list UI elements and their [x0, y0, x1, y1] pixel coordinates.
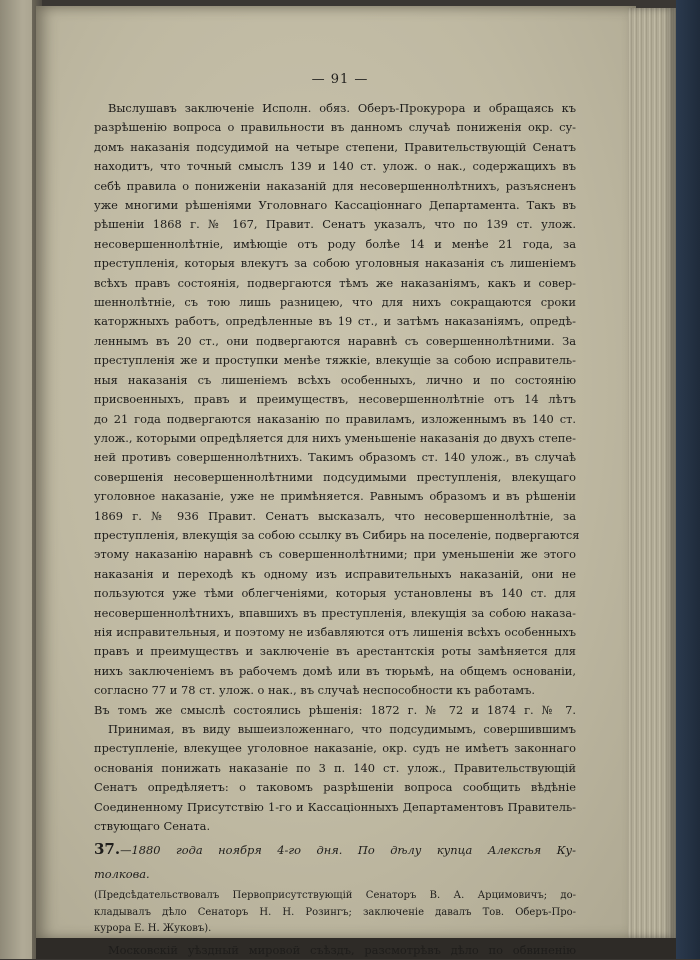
text-line: несовершеннолѣтніе, имѣющіе отъ роду болѣе 14 и менѣе 21 года, за	[94, 236, 576, 251]
text-line: леннымъ въ 20 ст., они подвергаются наравнѣ съ совершеннолѣтними. За	[94, 333, 576, 348]
text-line: совершенія несовершеннолѣтними подсудимыми преступленія, влекущаго	[94, 469, 576, 484]
text-line: Московскій уѣздный мировой съѣздъ, разсмотрѣвъ дѣло по обвиненію	[108, 942, 576, 957]
text-line: шеннолѣтніе, съ тою лишь разницею, что для нихъ сокращаются сроки	[94, 295, 576, 310]
text-line: Соединенному Присутствію 1-го и Кассаціонныхъ Департаментовъ Правитель-	[94, 799, 576, 814]
section-heading-line: толкова.	[94, 866, 150, 881]
section-heading	[94, 840, 576, 884]
text-line: находитъ, что точный смыслъ 139 и 140 ст. улож. о нак., содержащихъ въ	[94, 159, 576, 174]
text-line: ствующаго Сената.	[94, 819, 211, 834]
text-line: уже многими рѣшеніями Уголовнаго Кассаціоннаго Департамента. Такъ въ	[94, 198, 576, 213]
text-line: преступленія, которыя влекутъ за собою уголовныя наказанія съ лишеніемъ	[94, 256, 576, 271]
text-line: этому наказанію наравнѣ съ совершеннолѣтними; при уменьшеніи же этого	[94, 547, 576, 562]
text-line: несовершеннолѣтнихъ, впавшихъ въ преступленія, влекущія за собою наказа-	[94, 605, 576, 620]
text-line: каторжныхъ работъ, опредѣленные въ 19 ст., и затѣмъ наказаніямъ, опредѣ-	[94, 314, 576, 329]
text-line: Принимая, въ виду вышеизложеннаго, что подсудимымъ, совершившимъ	[108, 722, 576, 736]
text-line: правъ и преимуществъ и заключеніе въ арестантскія роты замѣняется для	[94, 644, 576, 659]
text-line: всѣхъ правъ состоянія, подвергаются тѣмъ же наказаніямъ, какъ и совер-	[94, 275, 576, 290]
presiding-note	[94, 888, 576, 938]
text-line: нія исправительныя, и поэтому не избавляются отъ лишенія всѣхъ особенныхъ	[94, 624, 576, 639]
text-line: преступленія же и проступки менѣе тяжкіе, влекущіе за собою исправитель-	[94, 353, 576, 368]
text-line: себѣ правила о пониженіи наказаній для несовершеннолѣтнихъ, разъясненъ	[94, 178, 576, 193]
text-line: наказанія и переходѣ къ одному изъ исправительныхъ наказаній, они не	[94, 566, 576, 581]
text-line: преступленіе, влекущее уголовное наказаніе, окр. судъ не имѣетъ законнаго	[94, 741, 576, 756]
book-cover	[676, 0, 700, 959]
section-heading-line	[94, 840, 576, 860]
text-line: нихъ заключеніемъ въ рабочемъ домѣ или въ тюрьмѣ, на общемъ основаніи,	[94, 663, 576, 678]
text-line: уголовное наказаніе, уже не примѣняется. Равнымъ образомъ и въ рѣшеніи	[94, 489, 576, 504]
text-line: Выслушавъ заключеніе Исполн. обяз. Оберъ-Прокурора и обращаясь къ	[108, 101, 576, 115]
text-line: 1869 г. № 936 Правит. Сенатъ высказалъ, что несовершеннолѣтніе, за	[94, 508, 576, 523]
text-line: домъ наказанія подсудимой на четыре степени, Правительствующій Сенатъ	[94, 139, 576, 154]
text-line: разрѣшенію вопроса о правильности въ данномъ случаѣ пониженія окр. су-	[94, 120, 576, 135]
paragraph-3	[94, 941, 576, 960]
section-title: —1880 года ноября 4-го дня. По дѣлу купца Алексѣя Ку-	[120, 843, 576, 858]
text-line: преступленія, влекущія за собою ссылку въ Сибирь на поселеніе, подвергаются	[94, 527, 580, 542]
text-line: ней противъ совершеннолѣтнихъ. Такимъ образомъ ст. 140 улож., въ случаѣ	[94, 450, 576, 465]
page-number: — 91 —	[311, 72, 369, 87]
page-content	[94, 72, 580, 960]
paragraph-1	[94, 99, 580, 701]
note-line: (Предсѣдательствовалъ Первоприсутствующій Сенаторъ В. А. Арцимовичъ; до-	[94, 890, 576, 902]
text-line: Сенатъ опредѣляетъ: о таковомъ разрѣшеніи вопроса сообщить вѣдѣніе	[94, 780, 576, 795]
text-line: основанія понижать наказаніе по 3 п. 140 ст. улож., Правительствующій	[94, 760, 576, 775]
section-number: 37.	[94, 840, 121, 859]
text-line: улож., которыми опредѣляется для нихъ уменьшеніе наказанія до двухъ степе-	[94, 430, 576, 445]
text-line: до 21 года подвергаются наказанію по правиламъ, изложеннымъ въ 140 ст.	[94, 411, 576, 426]
text-line: согласно 77 и 78 ст. улож. о нак., въ случаѣ неспособности къ работамъ.	[94, 683, 536, 698]
text-line: рѣшеніи 1868 г. № 167, Правит. Сенатъ указалъ, что по 139 ст. улож.	[94, 217, 576, 232]
note-line: курора Е. Н. Жуковъ).	[94, 923, 212, 935]
text-line: пользуются уже тѣми облегченіями, которыя установлены въ 140 ст. для	[94, 586, 576, 601]
text-line: Въ томъ же смыслѣ состоялись рѣшенія: 1872 г. № 72 и 1874 г. № 7.	[94, 702, 576, 717]
note-line: кладывалъ дѣло Сенаторъ Н. Н. Розингъ; заключеніе давалъ Тов. Оберъ-Про-	[94, 906, 576, 918]
text-line: присвоенныхъ, правъ и преимуществъ, несовершеннолѣтніе отъ 14 лѣтъ	[94, 392, 576, 407]
paragraph-2	[94, 701, 576, 837]
text-line: ныя наказанія съ лишеніемъ всѣхъ особенныхъ, лично и по состоянію	[94, 372, 576, 387]
page-stack-edges	[628, 8, 676, 938]
